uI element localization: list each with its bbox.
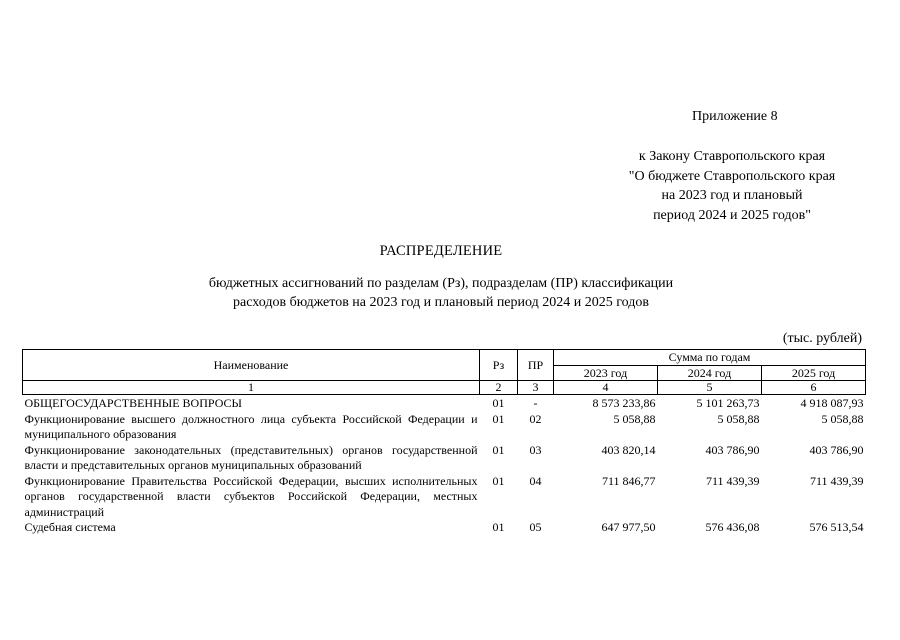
table-row xyxy=(23,474,866,521)
column-number: 4 xyxy=(554,381,658,395)
column-number: 3 xyxy=(518,381,554,395)
header-name: Наименование xyxy=(23,350,480,381)
law-line: "О бюджете Ставропольского края xyxy=(628,168,836,184)
column-number: 2 xyxy=(480,381,518,395)
budget-table xyxy=(22,349,866,536)
row-pr: 04 xyxy=(529,473,542,488)
header-pr: ПР xyxy=(518,350,554,381)
document-subtitle xyxy=(0,274,882,312)
row-rz: 01 xyxy=(492,473,505,488)
row-value-2024: 5 058,88 xyxy=(717,411,760,426)
law-line: период 2024 и 2025 годов" xyxy=(653,207,811,223)
row-value-2023: 647 977,50 xyxy=(601,520,656,534)
row-name: ОБЩЕГОСУДАРСТВЕННЫЕ ВОПРОСЫ xyxy=(24,396,242,410)
row-pr: 02 xyxy=(529,411,542,426)
header-year-2025: 2025 год xyxy=(762,365,866,381)
row-value-2024: 711 439,39 xyxy=(705,473,760,488)
subtitle-line: бюджетных ассигнований по разделам (Рз), подразделам (ПР) классификации xyxy=(208,276,674,291)
row-value-2025: 576 513,54 xyxy=(809,520,864,534)
row-name: Функционирование законодательных (представительных) органов государственной власти и представительных органов муниципальных образований xyxy=(24,442,478,472)
header-sum-by-years: Сумма по годам xyxy=(554,350,866,366)
row-pr: - xyxy=(533,396,538,410)
table-row xyxy=(23,443,866,474)
row-value-2023: 8 573 233,86 xyxy=(592,396,656,410)
row-name: Функционирование Правительства Российской Федерации, высших исполнительных органов государственной власти субъектов Российской Федерации, местных администраций xyxy=(24,473,478,519)
table-row xyxy=(23,412,866,443)
row-pr: 05 xyxy=(529,520,542,534)
law-line: на 2023 год и плановый xyxy=(661,188,803,203)
row-name: Судебная система xyxy=(24,520,116,534)
law-reference xyxy=(612,147,852,225)
row-value-2023: 5 058,88 xyxy=(613,411,656,426)
table-row xyxy=(23,520,866,536)
header-year-2023: 2023 год xyxy=(554,365,658,381)
row-value-2025: 403 786,90 xyxy=(809,442,864,457)
row-value-2024: 576 436,08 xyxy=(705,520,760,534)
row-value-2023: 711 846,77 xyxy=(601,473,656,488)
column-number: 5 xyxy=(658,381,762,395)
row-value-2024: 403 786,90 xyxy=(705,442,760,457)
row-rz: 01 xyxy=(492,442,505,457)
row-value-2025: 711 439,39 xyxy=(809,473,864,488)
header-rz: Рз xyxy=(480,350,518,381)
row-value-2023: 403 820,14 xyxy=(601,442,656,457)
row-pr: 03 xyxy=(529,442,542,457)
document-heading: РАСПРЕДЕЛЕНИЕ xyxy=(379,243,503,259)
appendix-title: Приложение 8 xyxy=(692,109,778,124)
table-row xyxy=(23,395,866,412)
law-line: к Закону Ставропольского края xyxy=(638,149,826,164)
header-year-2024: 2024 год xyxy=(658,365,762,381)
row-value-2024: 5 101 263,73 xyxy=(696,396,760,410)
row-value-2025: 4 918 087,93 xyxy=(800,396,864,410)
column-number: 1 xyxy=(23,381,480,395)
row-rz: 01 xyxy=(492,411,505,426)
column-number: 6 xyxy=(762,381,866,395)
row-rz: 01 xyxy=(492,396,505,410)
row-rz: 01 xyxy=(492,520,505,534)
row-name: Функционирование высшего должностного лица субъекта Российской Федерации и муниципального образования xyxy=(24,411,478,441)
units-label: (тыс. рублей) xyxy=(782,331,862,346)
row-value-2025: 5 058,88 xyxy=(821,411,864,426)
subtitle-line: расходов бюджетов на 2023 год и плановый период 2024 и 2025 годов xyxy=(233,295,649,310)
